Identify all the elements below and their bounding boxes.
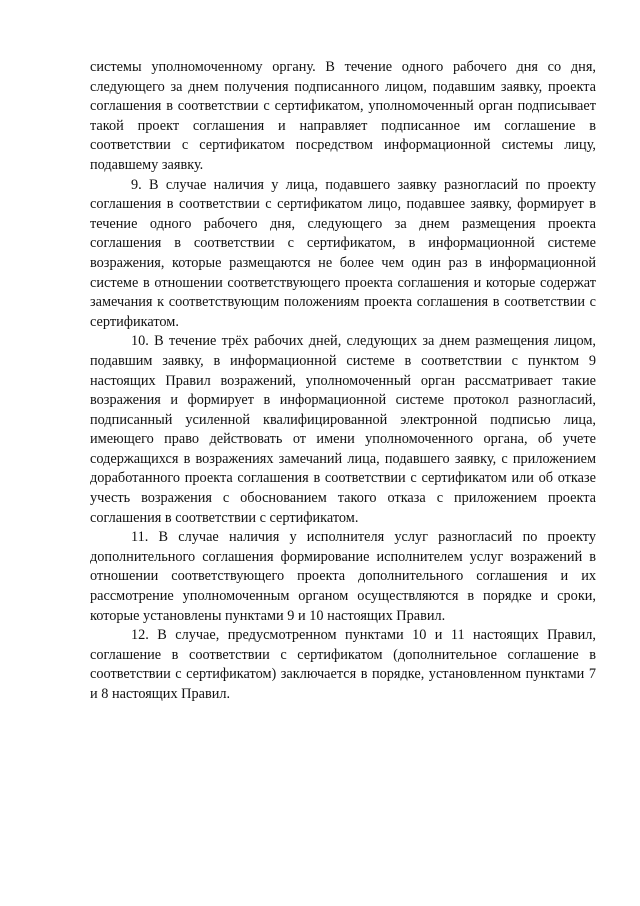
paragraph-clause-11: 11. В случае наличия у исполнителя услуг разногласий по проекту дополнительного соглашения формирование исполнителем услуг возражений в отношении соответствующего проекта дополнительного соглашения и их рассмотрение уполномоченным органом осуществляются в порядке и сроки, которые установлены пунктами 9 и 10 настоящих Правил. (90, 529, 596, 624)
paragraph-clause-10: 10. В течение трёх рабочих дней, следующих за днем размещения лицом, подавшим заявку, в информационной системе в соответствии с пунктом 9 настоящих Правил возражений, уполномоченный орган рассматривает такие возражения и формирует в информационной системе протокол разногласий, подписанный усиленной квалифицированной электронной подписью лица, имеющего право действовать от имени уполномоченного органа, об учете содержащихся в возражениях замечаний лица, подавшего заявку, с приложением доработанного проекта соглашения в соответствии с сертификатом или об отказе учесть возражения с обоснованием такого отказа с приложением проекта соглашения в соответствии с сертификатом. (90, 333, 596, 526)
paragraph-continuation: системы уполномоченному органу. В течение одного рабочего дня со дня, следующего за днем получения подписанного лицом, подавшим заявку, проекта соглашения в соответствии с сертификатом, уполномоченный орган подписывает такой проект соглашения и направляет подписанное им соглашение в соответствии с сертификатом посредством информационной системы лицу, подавшему заявку. (90, 59, 596, 173)
paragraph-clause-12: 12. В случае, предусмотренном пунктами 10 и 11 настоящих Правил, соглашение в соответствии с сертификатом (дополнительное соглашение в соответствии с сертификатом) заключается в порядке, установленном пунктами 7 и 8 настоящих Правил. (90, 627, 596, 702)
document-page (90, 58, 596, 705)
paragraph-clause-9: 9. В случае наличия у лица, подавшего заявку разногласий по проекту соглашения в соответствии с сертификатом лицо, подавшее заявку, формирует в течение одного рабочего дня, следующего за днем размещения проекта соглашения в соответствии с сертификатом, в информационной системе возражения, которые размещаются не более чем один раз в информационной системе в отношении соответствующего проекта соглашения и которые содержат замечания к соответствующим положениям проекта соглашения в соответствии с сертификатом. (90, 176, 596, 330)
